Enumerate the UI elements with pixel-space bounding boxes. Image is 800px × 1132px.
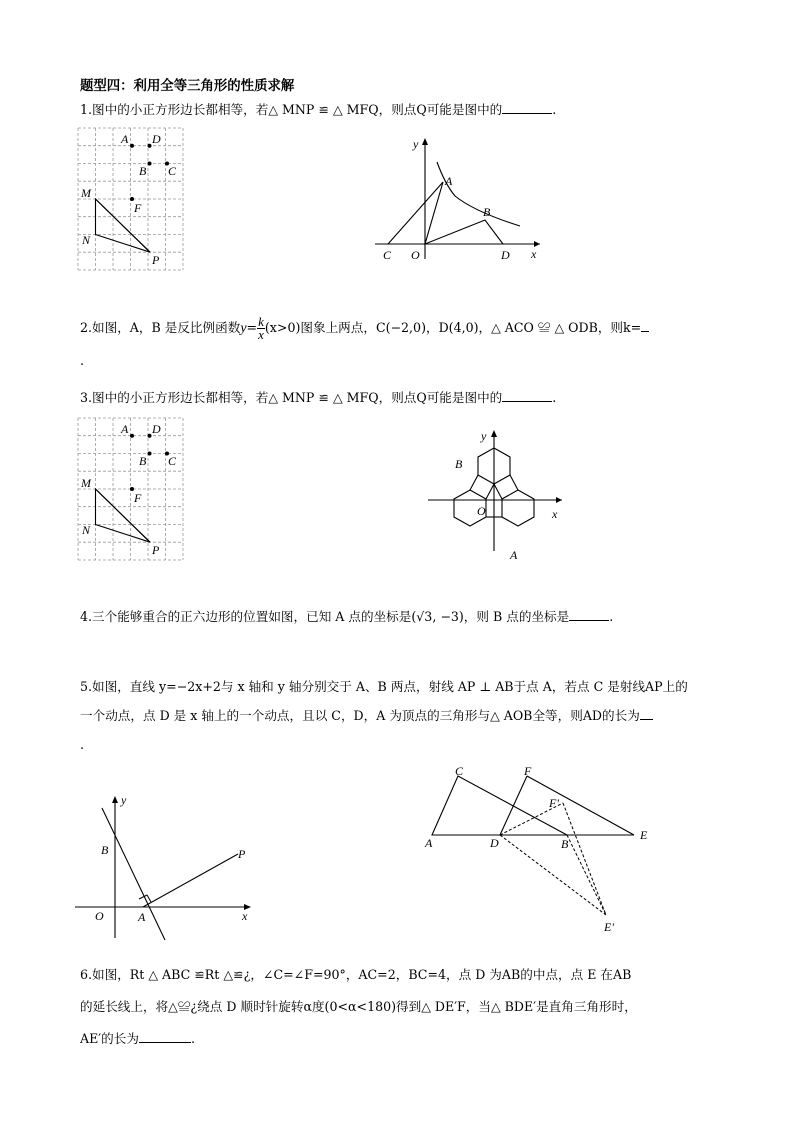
grid2-label-M: M <box>81 476 91 490</box>
grid2-label-C: C <box>168 454 177 468</box>
question-3-text: 3.图中的小正方形边长都相等，若△ MNP ≌ △ MFQ，则点Q可能是图中的 <box>80 390 503 405</box>
hyperbola-label-D: D <box>501 248 510 262</box>
question-4 <box>80 608 613 626</box>
grid-label-M: M <box>81 186 91 200</box>
hex-label-O: O <box>477 504 486 518</box>
question-1-end: . <box>552 102 557 117</box>
question-1 <box>80 101 556 119</box>
hyperbola-label-B: B <box>483 205 491 219</box>
answer-blank-5[interactable] <box>640 707 653 720</box>
hex-label-x: x <box>552 507 558 521</box>
question-6-text: AE′的长为 <box>80 1031 139 1046</box>
rot-label-D: D <box>490 836 499 850</box>
question-6-line-1: 6.如图，Rt △ ABC ≌Rt △≌¿，∠C=∠F=90°，AC=2，BC=4，点 D 为AB的中点，点 E 在AB <box>80 967 632 982</box>
line-figure <box>75 790 265 945</box>
grid-label-B: B <box>139 164 147 178</box>
rotation-figure <box>420 763 660 943</box>
answer-blank-2[interactable] <box>641 319 649 332</box>
rot-label-E: E <box>640 828 648 842</box>
question-3-end: . <box>552 390 557 405</box>
hex-label-B: B <box>455 457 463 471</box>
grid-label-C: C <box>168 164 177 178</box>
grid-label-F: F <box>134 201 142 215</box>
question-3 <box>80 389 556 407</box>
hyperbola-label-x: x <box>531 247 537 261</box>
rot-label-F: F <box>524 764 532 778</box>
hyperbola-label-O: O <box>411 248 420 262</box>
question-1-text: 1.图中的小正方形边长都相等，若△ MNP ≌ △ MFQ，则点Q可能是图中的 <box>80 102 503 117</box>
grid2-label-P: P <box>152 543 160 557</box>
line-fig-label-O: O <box>95 909 104 923</box>
hyperbola-figure <box>375 134 545 264</box>
question-5-line-1: 5.如图，直线 y=−2x+2与 x 轴和 y 轴分别交于 A、B 两点，射线 AP ⊥ AB于点 A，若点 C 是射线AP上的 <box>80 679 688 694</box>
hex-label-A: A <box>510 548 518 562</box>
hexagon-figure <box>428 426 568 566</box>
question-4-text: 4.三个能够重合的正六边形的位置如图，已知 A 点的坐标是(√3, −3)，则 B 点的坐标是 <box>80 609 570 624</box>
grid-figure-2 <box>78 418 188 563</box>
question-2-prefix: 2.如图，A，B 是反比例函数 <box>80 320 241 335</box>
fraction-numerator: k <box>258 314 264 329</box>
rot-label-B: B <box>561 837 569 851</box>
rot-label-E-prime: E' <box>604 920 614 934</box>
hyperbola-label-A: A <box>445 174 453 188</box>
question-6-line-2: 的延长线上，将△≌¿绕点 D 顺时针旋转α度(0<α<180)得到△ DE′F，当△ BDE′是直角三角形时， <box>80 999 637 1014</box>
question-6-end: . <box>190 1031 195 1046</box>
grid-label-D: D <box>152 132 161 146</box>
question-5-end: . <box>80 737 85 752</box>
grid-label-P: P <box>152 253 160 267</box>
line-fig-label-P: P <box>238 847 246 861</box>
question-2-y: y <box>240 321 247 336</box>
grid-figure-1 <box>78 128 188 273</box>
question-5-text: 一个动点，点 D 是 x 轴上的一个动点，且以 C，D，A 为顶点的三角形与△ AOB全等，则AD的长为 <box>80 708 640 723</box>
section-title: 题型四：利用全等三角形的性质求解 <box>80 79 295 94</box>
hyperbola-label-y: y <box>413 137 419 151</box>
fraction-denominator: x <box>258 327 264 342</box>
grid-label-N: N <box>82 233 91 247</box>
grid-label-A: A <box>121 132 129 146</box>
question-2-condition: (x>0) <box>264 320 301 335</box>
rot-label-F-prime: F' <box>549 796 559 810</box>
grid2-label-A: A <box>121 422 129 436</box>
rot-label-C: C <box>455 764 464 778</box>
answer-blank-6[interactable] <box>139 1030 191 1043</box>
question-2-text: 图象上两点，C(−2,0)，D(4,0)，△ ACO ≌ △ ODB，则k= <box>300 320 642 335</box>
grid2-label-N: N <box>82 523 91 537</box>
hex-label-y: y <box>481 429 487 443</box>
fraction-k-over-x <box>257 316 265 341</box>
question-2-end: . <box>80 353 85 368</box>
grid2-label-F: F <box>134 491 142 505</box>
line-fig-label-A: A <box>138 910 146 924</box>
rot-label-A: A <box>425 836 433 850</box>
question-6-line-3 <box>80 1030 195 1048</box>
question-2-equals: = <box>246 320 258 335</box>
question-5-line-2 <box>80 707 653 725</box>
grid2-label-B: B <box>139 454 147 468</box>
answer-blank-3[interactable] <box>502 389 552 402</box>
question-2 <box>80 316 649 341</box>
line-fig-label-x: x <box>242 909 248 923</box>
grid2-label-D: D <box>152 422 161 436</box>
answer-blank-1[interactable] <box>502 101 552 114</box>
hyperbola-label-C: C <box>383 248 392 262</box>
answer-blank-4[interactable] <box>569 608 609 621</box>
line-fig-label-B: B <box>101 843 109 857</box>
question-4-end: . <box>609 609 614 624</box>
line-fig-label-y: y <box>121 793 127 807</box>
